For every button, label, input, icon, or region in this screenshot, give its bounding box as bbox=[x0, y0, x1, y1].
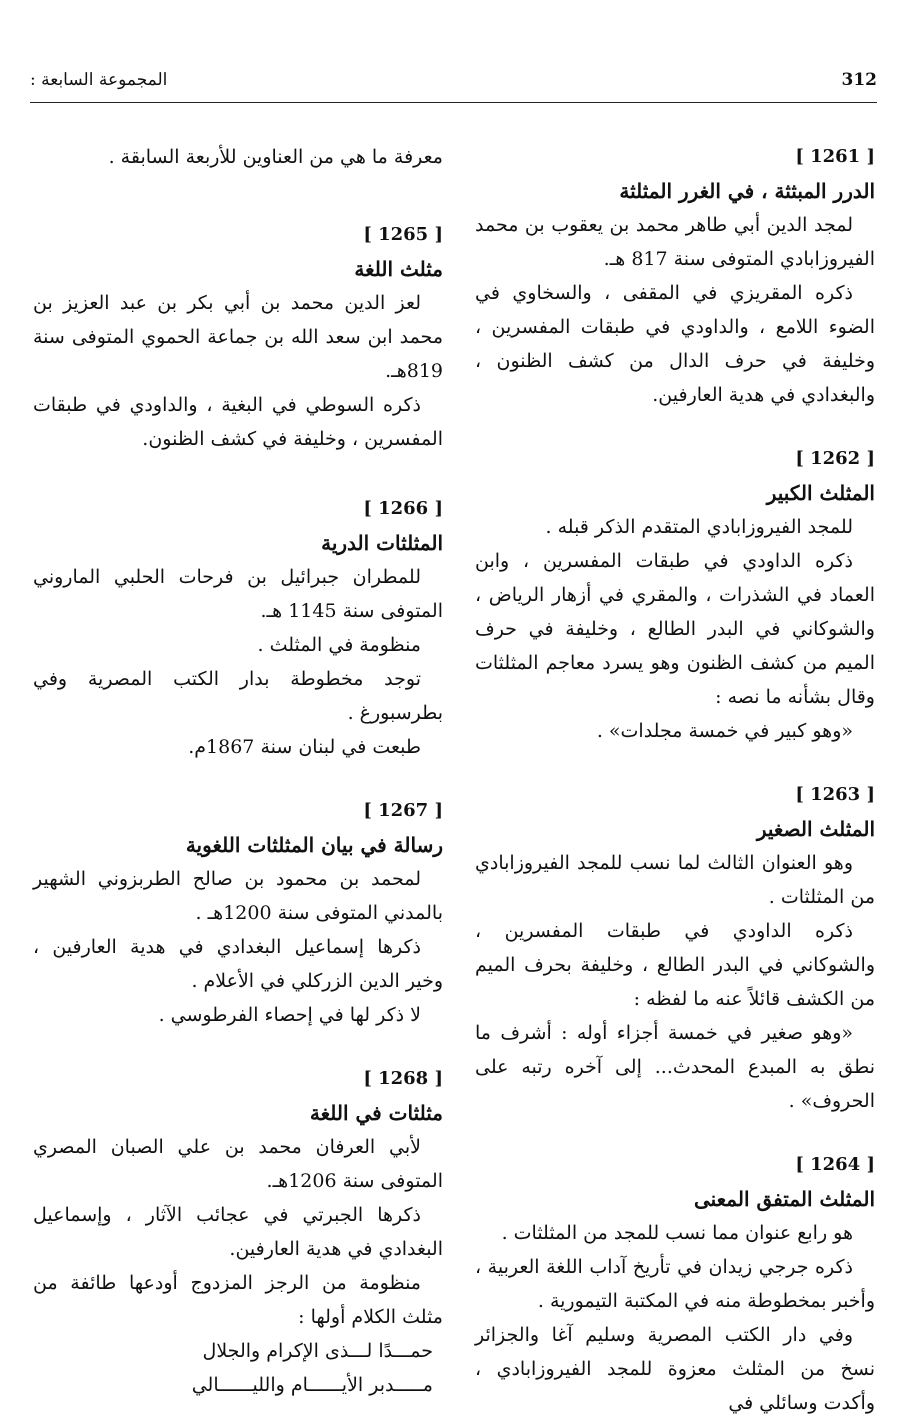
entry-number: [ 1266 ] bbox=[363, 498, 443, 519]
entry-number: [ 1265 ] bbox=[363, 224, 443, 245]
entry bbox=[33, 1062, 443, 1402]
entry bbox=[475, 778, 875, 1118]
right-column bbox=[475, 140, 875, 1420]
entry-paragraph: ذكره السوطي في البغية ، والداودي في طبقات المفسرين ، وخليفة في كشف الظنون. bbox=[33, 394, 443, 450]
entry-paragraph: ذكره الداودي في طبقات المفسرين ، والشوكاني في البدر الطالع ، وخليفة بحرف الميم من الكشف قائلاً عنه ما لفظه : bbox=[475, 920, 875, 1010]
entry-title: المثلث المتفق المعنى bbox=[693, 1187, 875, 1211]
entry-paragraph: «وهو كبير في خمسة مجلدات» . bbox=[596, 720, 853, 742]
verse-line bbox=[33, 1334, 443, 1368]
entry-paragraph: ذكرها إسماعيل البغدادي في هدية العارفين ، وخير الدين الزركلي في الأعلام . bbox=[33, 936, 443, 992]
entry-paragraph: ذكره جرجي زيدان في تأريخ آداب اللغة العربية ، وأخبر بمخطوطة منه في المكتبة التيمورية . bbox=[475, 1256, 875, 1312]
entry-paragraph: للمطران جبرائيل بن فرحات الحلبي الماروني المتوفى سنة 1145 هـ. bbox=[33, 566, 443, 622]
entry-paragraph: «وهو صغير في خمسة أجزاء أوله : أشرف ما نطق به المبدع المحدث... إلى آخره رتبه على الحروف» . bbox=[475, 1022, 875, 1112]
entry-paragraph: وفي دار الكتب المصرية وسليم آغا والجزائر نسخ من المثلث معزوة للمجد الفيروزابادي ، وأكدت وسائلي في bbox=[475, 1324, 875, 1414]
entry-paragraph: لأبي العرفان محمد بن علي الصبان المصري المتوفى سنة 1206هـ. bbox=[33, 1136, 443, 1192]
entry bbox=[475, 140, 875, 412]
entry-paragraph: ذكره المقريزي في المقفى ، والسخاوي في الضوء اللامع ، والداودي في طبقات المفسرين ، وخليفة في حرف الدال من كشف الظنون ، والبغدادي في هدية العارفين. bbox=[475, 282, 875, 406]
entry-number: [ 1262 ] bbox=[795, 448, 875, 469]
entry-paragraph: لعز الدين محمد بن أبي بكر بن عبد العزيز بن محمد ابن سعد الله بن جماعة الحموي المتوفى سنة 819هـ. bbox=[33, 292, 443, 382]
entry bbox=[33, 492, 443, 764]
entry-number: [ 1267 ] bbox=[363, 800, 443, 821]
entry-paragraph: لمجد الدين أبي طاهر محمد بن يعقوب بن محمد الفيروزابادي المتوفى سنة 817 هـ. bbox=[475, 214, 875, 270]
verse-line bbox=[33, 1368, 443, 1402]
verse-hemistich: مـــــدبر الأيــــــام والليــــــالي bbox=[191, 1374, 433, 1396]
continuation-text: معرفة ما هي من العناوين للأربعة السابقة . bbox=[108, 146, 443, 168]
entry-title: مثلثات في اللغة bbox=[309, 1101, 443, 1125]
entry-paragraph: لمحمد بن محمود بن صالح الطربزوني الشهير بالمدني المتوفى سنة 1200هـ . bbox=[33, 868, 443, 924]
header-rule bbox=[30, 102, 877, 103]
entry-paragraph: توجد مخطوطة بدار الكتب المصرية وفي بطرسبورغ . bbox=[33, 668, 443, 724]
entry-paragraph: وهو العنوان الثالث لما نسب للمجد الفيروزابادي من المثلثات . bbox=[475, 852, 875, 908]
entry-paragraph: ذكرها الجبرتي في عجائب الآثار ، وإسماعيل البغدادي في هدية العارفين. bbox=[33, 1204, 443, 1260]
entry-paragraph: ذكره الداودي في طبقات المفسرين ، وابن العماد في الشذرات ، والمقري في أزهار الرياض ، والشوكاني في البدر الطالع ، وخليفة في حرف الميم من كشف الظنون وهو يسرد معاجم المثلثات وقال بشأنه ما نصه : bbox=[475, 550, 875, 708]
entry-number: [ 1261 ] bbox=[795, 146, 875, 167]
entry-title: المثلث الصغير bbox=[756, 817, 875, 841]
entry-paragraph: لا ذكر لها في إحصاء الفرطوسي . bbox=[158, 1004, 421, 1026]
entry-paragraph: للمجد الفيروزابادي المتقدم الذكر قبله . bbox=[545, 516, 853, 538]
entry bbox=[475, 1148, 875, 1420]
running-head: المجموعة السابعة : bbox=[30, 70, 168, 90]
entry bbox=[475, 442, 875, 748]
page-number: 312 bbox=[841, 70, 877, 90]
entry-paragraph: منظومة من الرجز المزدوج أودعها طائفة من مثلث الكلام أولها : bbox=[33, 1272, 443, 1328]
page-header bbox=[30, 66, 877, 98]
entry-title: مثلث اللغة bbox=[354, 257, 443, 281]
entry-number: [ 1264 ] bbox=[795, 1154, 875, 1175]
entry bbox=[33, 794, 443, 1032]
entry-title: الدرر المبثثة ، في الغرر المثلثة bbox=[619, 179, 875, 203]
entry-paragraph: هو رابع عنوان مما نسب للمجد من المثلثات . bbox=[501, 1222, 853, 1244]
verse-hemistich: حمـــدًا لـــذى الإكرام والجلال bbox=[202, 1340, 433, 1362]
entry-paragraph: طبعت في لبنان سنة 1867م. bbox=[188, 736, 421, 758]
entry bbox=[33, 218, 443, 456]
left-column bbox=[33, 140, 443, 1402]
entry-title: المثلث الكبير bbox=[766, 481, 875, 505]
entry-paragraph: منظومة في المثلث . bbox=[257, 634, 421, 656]
entry-title: رسالة في بيان المثلثات اللغوية bbox=[185, 833, 443, 857]
entry-number: [ 1268 ] bbox=[363, 1068, 443, 1089]
entry-number: [ 1263 ] bbox=[795, 784, 875, 805]
entry-title: المثلثات الدرية bbox=[321, 531, 443, 555]
